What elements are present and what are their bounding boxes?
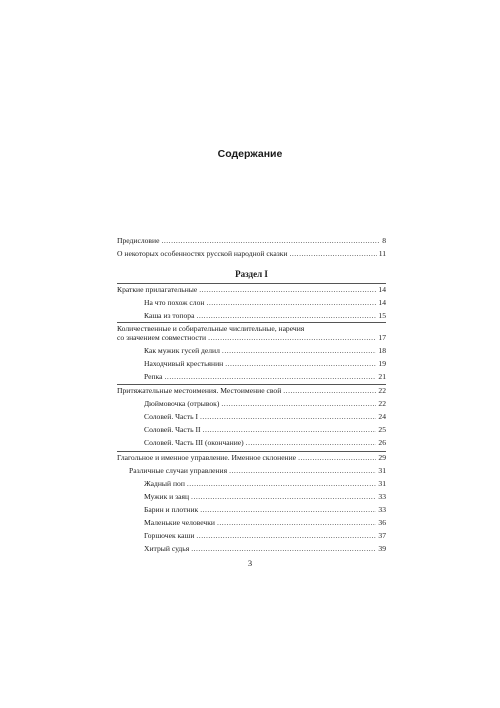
toc-entry[interactable]: [117, 466, 386, 475]
toc-entry-label: Находчивый крестьянин: [144, 359, 224, 368]
toc-entry[interactable]: [117, 249, 386, 258]
toc-entry[interactable]: [117, 285, 386, 294]
toc-entry-page: 19: [378, 359, 386, 368]
toc-entry-label: Каша из топора: [144, 311, 195, 320]
toc-entry-label: Краткие прилагательные: [117, 285, 198, 294]
toc-entry[interactable]: [117, 236, 386, 245]
toc-entry-page: 8: [382, 236, 386, 245]
toc-entry[interactable]: [117, 438, 386, 447]
toc-entry[interactable]: [117, 324, 386, 342]
toc-entry[interactable]: [117, 544, 386, 553]
toc-entry-label: Горшочек каши: [144, 531, 195, 540]
toc-entry[interactable]: [117, 359, 386, 368]
toc-group-2: [117, 324, 386, 381]
toc-entry[interactable]: [117, 311, 386, 320]
toc-entry-page: 24: [378, 412, 386, 421]
toc-entry-page: 31: [378, 479, 386, 488]
toc-entry-label: Соловей. Часть II: [144, 425, 201, 434]
toc-entry-label: Соловей. Часть I: [144, 412, 199, 421]
toc-entry-label: со значением совместности: [117, 333, 207, 342]
toc-entry-page: 22: [378, 386, 386, 395]
toc-entry-page: 14: [378, 298, 386, 307]
toc-entry[interactable]: [117, 372, 386, 381]
toc-entry[interactable]: [117, 505, 386, 514]
toc-entry-label: Дюймовочка (отрывок): [144, 399, 220, 408]
toc-entry-label: Различные случаи управления: [129, 466, 228, 475]
toc-entry[interactable]: [117, 531, 386, 540]
toc-entry-label: Мужик и заяц: [144, 492, 190, 501]
toc-entry-page: 14: [378, 285, 386, 294]
toc-entry[interactable]: [117, 399, 386, 408]
toc-entry-label: Барин и плотник: [144, 505, 199, 514]
toc-entry-label: Притяжательные местоимения. Местоимение свой: [117, 386, 282, 395]
toc-entry-label: Маленькие человечки: [144, 518, 215, 527]
toc-entry[interactable]: [117, 298, 386, 307]
toc-group-1: [117, 285, 386, 320]
toc-entry-label: Как мужик гусей делил: [144, 346, 220, 355]
toc-group-3: [117, 386, 386, 447]
toc-entry-label: Соловей. Часть III (окончание): [144, 438, 244, 447]
toc-entry-page: 36: [378, 518, 386, 527]
toc-entry-page: 18: [378, 346, 386, 355]
toc-entry-label: О некоторых особенностях русской народной сказки: [117, 249, 288, 258]
toc-entry-label: Глагольное и именное управление. Именное склонение: [117, 453, 297, 462]
toc-entry-label: Предисловие: [117, 236, 160, 245]
toc-entry-page: 11: [378, 249, 386, 258]
toc-entry[interactable]: [117, 346, 386, 355]
toc-entry-page: 31: [378, 466, 386, 475]
toc-entry-page: 29: [378, 453, 386, 462]
toc-entry[interactable]: [117, 412, 386, 421]
toc-entry-page: 17: [378, 333, 386, 342]
toc-entry-label: Хитрый судья: [144, 544, 190, 553]
toc-entry-page: 25: [378, 425, 386, 434]
toc-entry-page: 21: [378, 372, 386, 381]
toc-entry-page: 33: [378, 492, 386, 501]
toc-entry-page: 39: [378, 544, 386, 553]
toc-entry[interactable]: [117, 425, 386, 434]
toc-entry-page: 15: [378, 311, 386, 320]
toc-entry-page: 22: [378, 399, 386, 408]
toc-entry-page: 37: [378, 531, 386, 540]
toc-entry[interactable]: [117, 386, 386, 395]
divider: [117, 384, 386, 385]
section-title: Раздел I: [235, 269, 268, 279]
toc-entry-label: Репка: [144, 372, 163, 381]
toc-entry[interactable]: [117, 479, 386, 488]
divider: [117, 322, 386, 323]
toc-group-4: [117, 453, 386, 553]
toc-entry-label: На что похож слон: [144, 298, 205, 307]
toc-entry[interactable]: [117, 492, 386, 501]
toc-entry[interactable]: [117, 518, 386, 527]
toc-entry-label-line1: Количественные и собирательные числительные, наречия: [117, 324, 305, 333]
divider: [117, 451, 386, 452]
page-number: 3: [247, 558, 253, 568]
toc-entry-label: Жадный поп: [144, 479, 185, 488]
page-title: Содержание: [217, 148, 283, 160]
divider: [117, 283, 386, 284]
toc-entry-page: 33: [378, 505, 386, 514]
toc-entry-page: 26: [378, 438, 386, 447]
intro-list: [117, 236, 386, 258]
toc-entry[interactable]: [117, 453, 386, 462]
